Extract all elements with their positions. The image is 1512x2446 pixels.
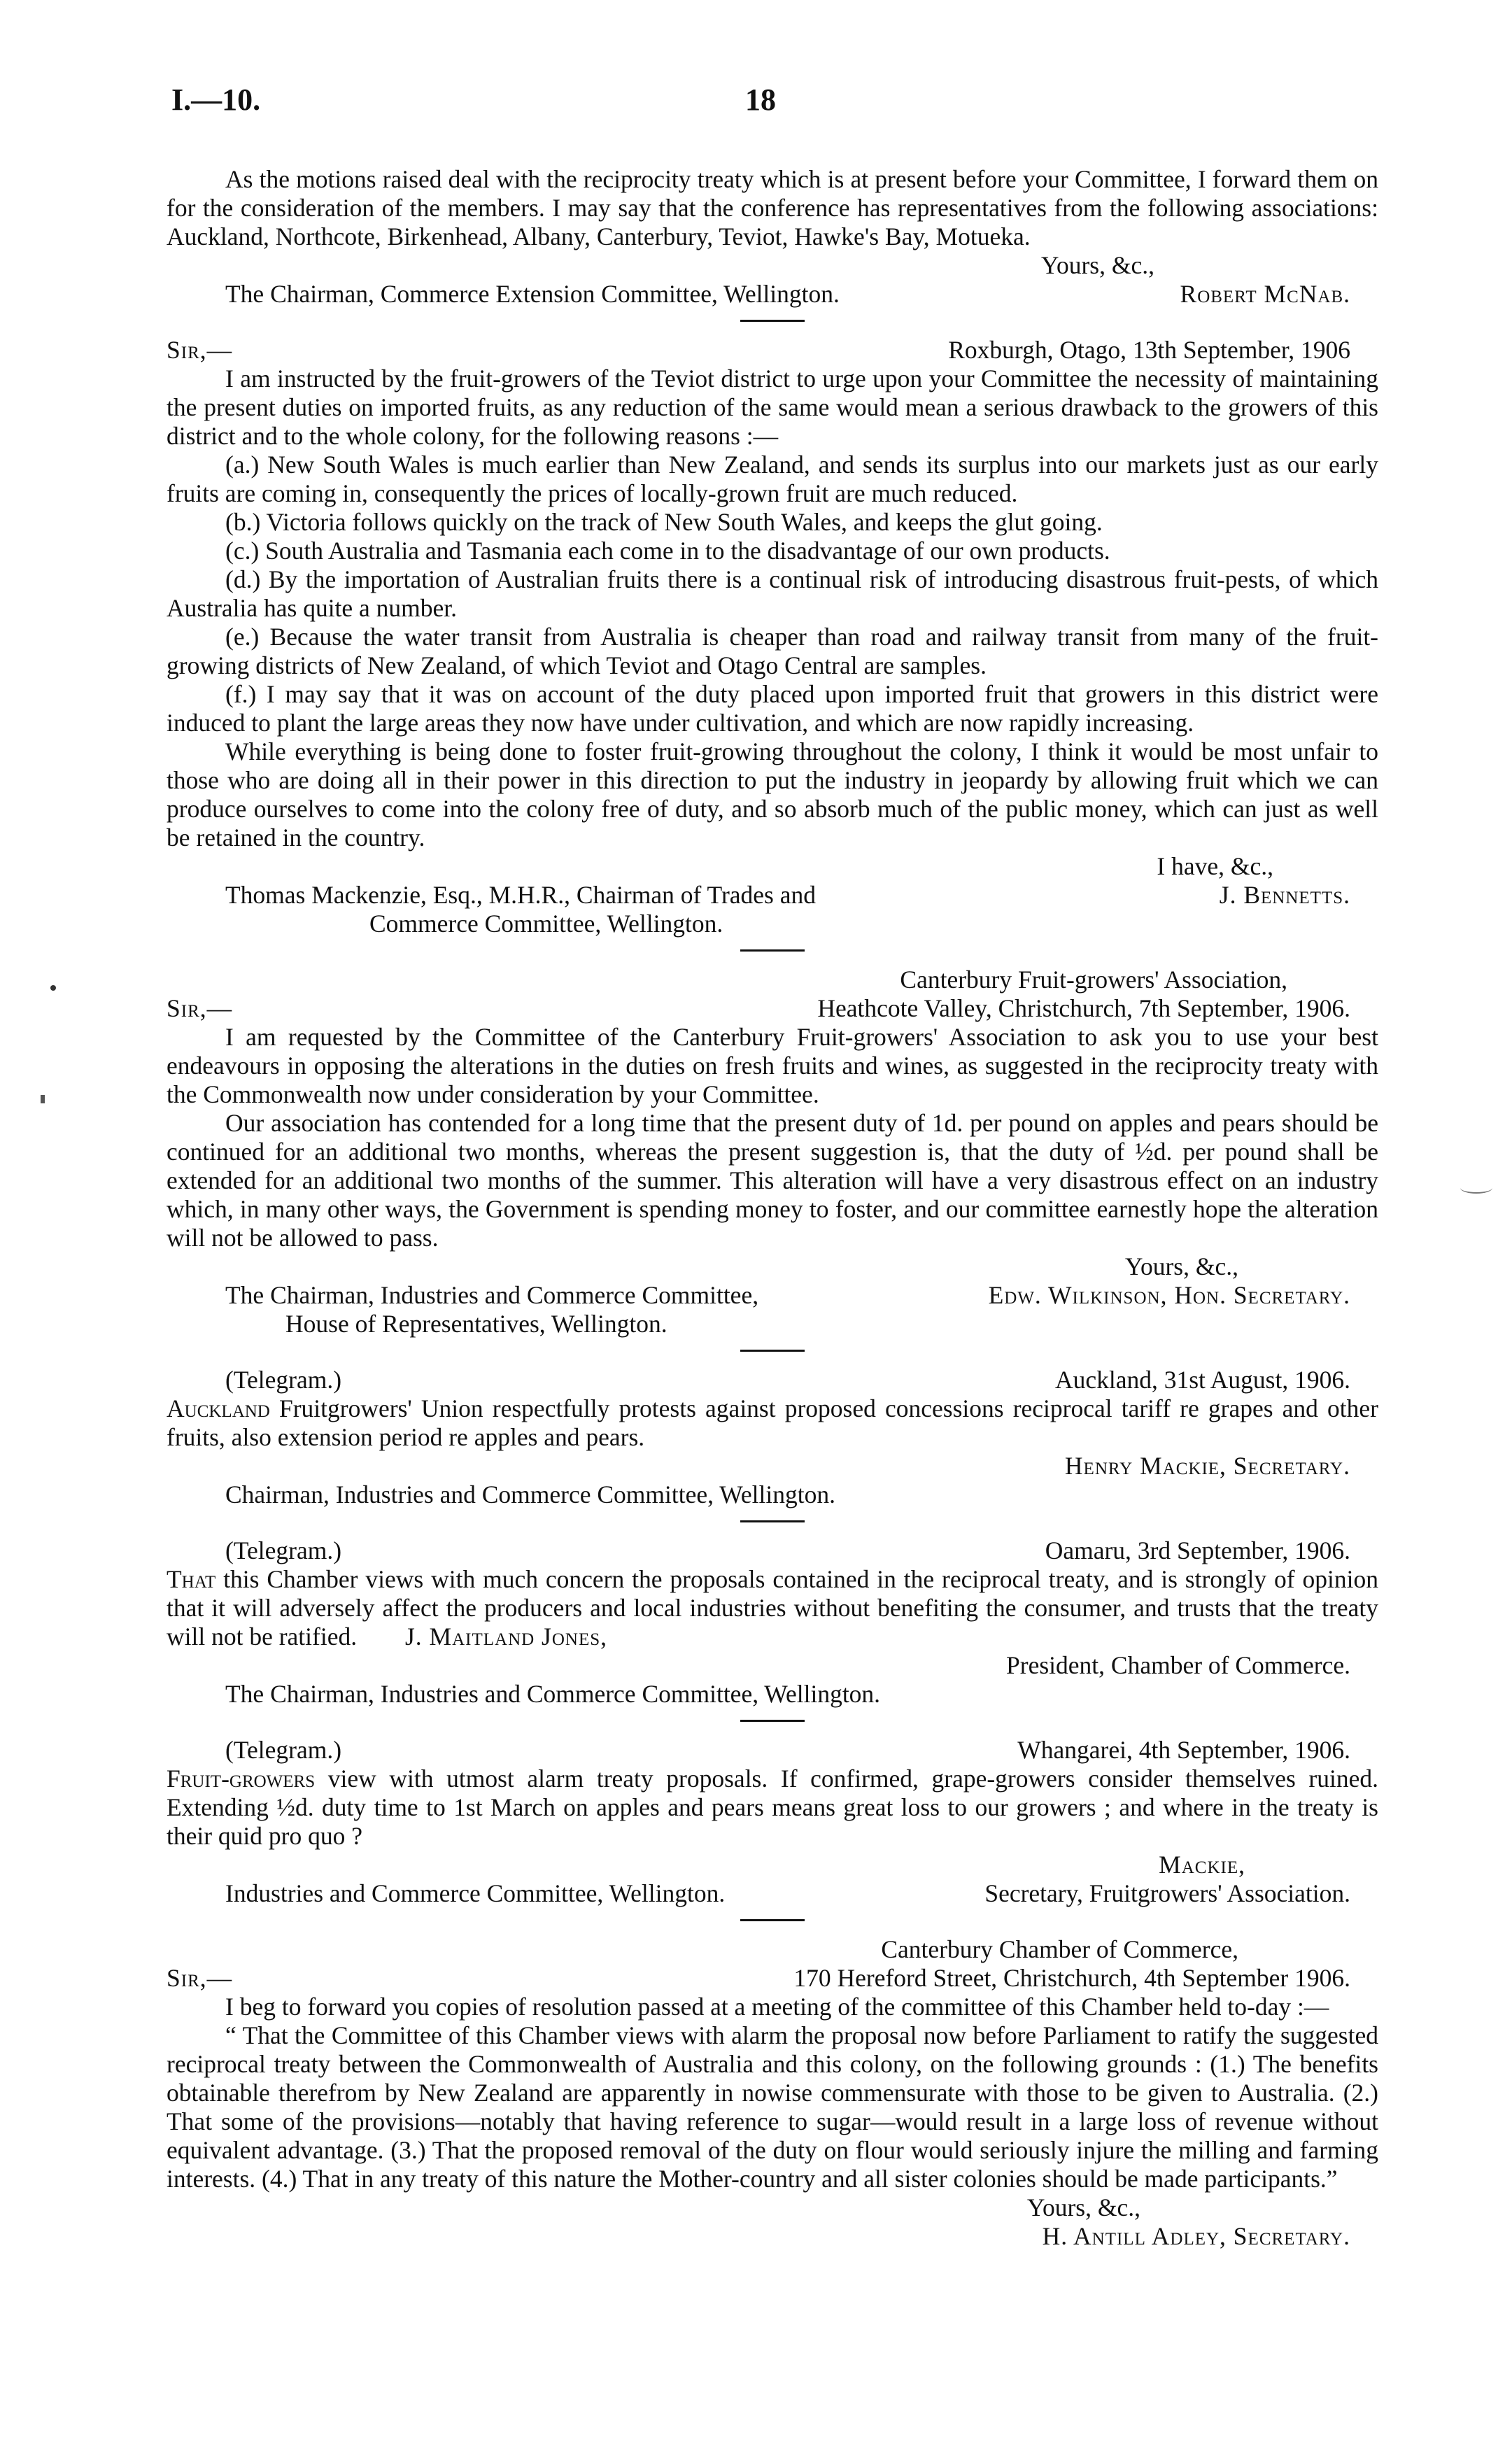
series-number: I.—10.: [171, 83, 261, 117]
addressee: Chairman, Industries and Commerce Committee, Wellington.: [225, 1480, 835, 1508]
intro-paragraph: As the motions raised deal with the reciprocity treaty which is at present before your Committee, I forward them on for the consideration of the members. I may say that the conference has representatives from the following associations: Auckland, Northcote, Birkenhead, Albany, Canterbury, Teviot, Hawke's Bay, Motueka.: [167, 165, 1378, 250]
telegram-lead: Auckland: [167, 1394, 270, 1422]
telegram-label: (Telegram.): [225, 1536, 342, 1564]
telegram-header-row: [167, 1366, 1378, 1394]
telegram-body: view with utmost alarm treaty proposals. If confirmed, grape-growers consider themselves ruined. Extending ½d. duty time to 1st March on apples and pears means great loss to our growers ; and where in the treaty is their quid pro quo ?: [167, 1765, 1378, 1850]
telegram-body: Fruitgrowers' Union respectfully protests against proposed concessions reciprocal tariff re grapes and other fruits, also extension period re apples and pears.: [167, 1394, 1378, 1451]
addressee: The Chairman, Commerce Extension Committee, Wellington.: [225, 280, 840, 308]
margin-mark: [50, 985, 56, 991]
signature: Edw. Wilkinson, Hon. Secretary.: [988, 1281, 1350, 1309]
resolution-text: “ That the Committee of this Chamber views with alarm the proposal now before Parliament to ratify the suggested reciprocal treaty between the Commonwealth of Australia and this colony, on the following grounds : (1.) The benefits obtainable therefrom by New Zealand are apparently in nowise commensurate with those to be given to Australia. (2.) That some of the provisions—notably that having reference to sugar—would result in a large loss of revenue without equivalent advantage. (3.) That the proposed removal of the duty on flour would seriously injure the milling and farming interests. (4.) That in any treaty of this nature the Mother-country and all sister colonies should be made participants.”: [167, 2021, 1378, 2193]
signature: Mackie,: [1159, 1851, 1245, 1879]
telegram-text: [167, 1765, 1378, 1851]
signature-title: Secretary, Fruitgrowers' Association.: [984, 1879, 1350, 1907]
salutation-row: [167, 994, 1378, 1023]
telegram-label: (Telegram.): [225, 1366, 342, 1394]
addressee-line: Thomas Mackenzie, Esq., M.H.R., Chairman of Trades and: [225, 881, 816, 909]
closing-row: [167, 2193, 1378, 2222]
place-date: Heathcote Valley, Christchurch, 7th September, 1906.: [817, 994, 1350, 1022]
signature-row: [167, 2222, 1378, 2251]
section-divider: [740, 949, 805, 952]
section-divider: [740, 1720, 805, 1722]
letter-mcnab: [167, 165, 1378, 309]
margin-mark: [1460, 1182, 1492, 1194]
reason-item: (b.) Victoria follows quickly on the track of New South Wales, and keeps the glut going.: [225, 508, 1103, 536]
closing: Yours, &c.,: [1026, 2193, 1140, 2221]
closing-row: [167, 852, 1378, 881]
place-date: Whangarei, 4th September, 1906.: [1017, 1736, 1350, 1764]
telegram-oamaru: [167, 1536, 1378, 1709]
margin-mark: [41, 1095, 45, 1103]
document-body: [167, 165, 1378, 2251]
addressee-line: The Chairman, Industries and Commerce Committee,: [225, 1281, 759, 1309]
letter-paragraph: I am requested by the Committee of the Canterbury Fruit-growers' Association to ask you to use your best endeavours in opposing the alterations in the duties on fresh fruits and wines, as suggested in the reciprocity treaty with the Commonwealth now under consideration by your Committee.: [167, 1023, 1378, 1108]
signature: Henry Mackie, Secretary.: [1064, 1452, 1350, 1480]
section-divider: [740, 320, 805, 322]
intro-closing-row: [167, 251, 1378, 280]
closing-row: [167, 1252, 1378, 1281]
reason-item: (e.) Because the water transit from Australia is cheaper than road and railway transit from many of the fruit-growing districts of New Zealand, of which Teviot and Otago Central are samples.: [167, 623, 1378, 679]
signature-title: President, Chamber of Commerce.: [1006, 1651, 1350, 1679]
section-divider: [740, 1350, 805, 1352]
section-divider: [740, 1919, 805, 1921]
addressee-row: [167, 1879, 1378, 1908]
letter-canterbury-chamber: [167, 1935, 1378, 2251]
closing: Yours, &c.,: [1124, 1252, 1238, 1280]
signature: J. Bennetts.: [1219, 881, 1350, 909]
signature: J. Maitland Jones,: [404, 1623, 608, 1650]
telegram-header-row: [167, 1536, 1378, 1565]
closing: I have, &c.,: [1157, 852, 1273, 880]
reason-item: (a.) New South Wales is much earlier than New Zealand, and sends its surplus into our markets just as our early fruits are coming in, consequently the prices of locally-grown fruit are much reduced.: [167, 451, 1378, 507]
signature-title-row: [167, 1651, 1378, 1680]
signature-row: [167, 1281, 1378, 1310]
telegram-header-row: [167, 1736, 1378, 1765]
letter-paragraph: Our association has contended for a long time that the present duty of 1d. per pound on apples and pears should be continued for an additional two months, whereas the present suggestion is, that the duty of ½d. per pound shall be extended for an additional two months of the summer. This alteration will have a very disastrous effect on an industry which, in many other ways, the Government is spending money to foster, and our committee earnestly hope the alteration will not be allowed to pass.: [167, 1109, 1378, 1252]
letter-opening: I beg to forward you copies of resolution passed at a meeting of the committee of this Chamber held to-day :—: [225, 1993, 1329, 2021]
place-date: 170 Hereford Street, Christchurch, 4th September 1906.: [793, 1964, 1350, 1992]
salutation: Sir,—: [167, 336, 233, 364]
addressee-line: Commerce Committee, Wellington.: [369, 910, 723, 938]
signature: Robert McNab.: [1180, 280, 1350, 308]
letter-canterbury-fruitgrowers: [167, 966, 1378, 1338]
telegram-text: [167, 1394, 1378, 1452]
letter-opening: I am instructed by the fruit-growers of the Teviot district to urge upon your Committee the necessity of maintaining the present duties on imported fruits, as any reduction of the same would mean a serious drawback to the growers of this district and to the whole colony, for the following reasons :—: [167, 365, 1378, 450]
telegram-body: this Chamber views with much concern the proposals contained in the reciprocal treaty, and is strongly of opinion that it will adversely affect the producers and local industries without benefiting the consumer, and trusts that the treaty will not be ratified.: [167, 1565, 1378, 1650]
salutation-row: [167, 336, 1378, 365]
telegram-lead: Fruit-growers: [167, 1765, 316, 1793]
reason-item: (d.) By the importation of Australian fruits there is a continual risk of introducing disastrous fruit-pests, of which Australia has quite a number.: [167, 565, 1378, 622]
addressee: Industries and Commerce Committee, Wellington.: [225, 1879, 726, 1907]
page-number: 18: [745, 83, 776, 117]
signature-row: [167, 1452, 1378, 1480]
place-date: Oamaru, 3rd September, 1906.: [1045, 1536, 1350, 1564]
telegram-label: (Telegram.): [225, 1736, 342, 1764]
salutation-row: [167, 1964, 1378, 1993]
section-divider: [740, 1520, 805, 1522]
telegram-whangarei: [167, 1736, 1378, 1908]
running-header: [171, 85, 1379, 127]
signature: H. Antill Adley, Secretary.: [1042, 2222, 1350, 2250]
organisation: Canterbury Chamber of Commerce,: [881, 1935, 1238, 1963]
place-date: Auckland, 31st August, 1906.: [1054, 1366, 1350, 1394]
salutation: Sir,—: [167, 1964, 233, 1992]
reason-item: (c.) South Australia and Tasmania each come in to the disadvantage of our own products.: [225, 537, 1110, 565]
closing: Yours, &c.,: [1040, 251, 1154, 279]
organisation: Canterbury Fruit-growers' Association,: [900, 966, 1287, 994]
salutation: Sir,—: [167, 994, 233, 1022]
addressee-line: House of Representatives, Wellington.: [285, 1310, 667, 1338]
signature-row: [167, 1851, 1378, 1879]
place-date: Roxburgh, Otago, 13th September, 1906: [948, 336, 1350, 364]
reason-item: (f.) I may say that it was on account of the duty placed upon imported fruit that growers in this district were induced to plant the large areas they now have under cultivation, and which are now rapidly increasing.: [167, 680, 1378, 737]
intro-signature-row: [167, 280, 1378, 309]
letter-conclusion: While everything is being done to foster fruit-growing throughout the colony, I think it would be most unfair to those who are doing all in their power in this direction to put the industry in jeopardy by allowing fruit which we can produce ourselves to come into the colony free of duty, and so absorb much of the public money, which can just as well be retained in the country.: [167, 737, 1378, 851]
telegram-text: [167, 1565, 1378, 1651]
signature-row: [167, 881, 1378, 910]
telegram-auckland: [167, 1366, 1378, 1509]
letter-teviot: [167, 336, 1378, 938]
addressee: The Chairman, Industries and Commerce Committee, Wellington.: [225, 1680, 881, 1708]
telegram-lead: That: [167, 1565, 216, 1593]
